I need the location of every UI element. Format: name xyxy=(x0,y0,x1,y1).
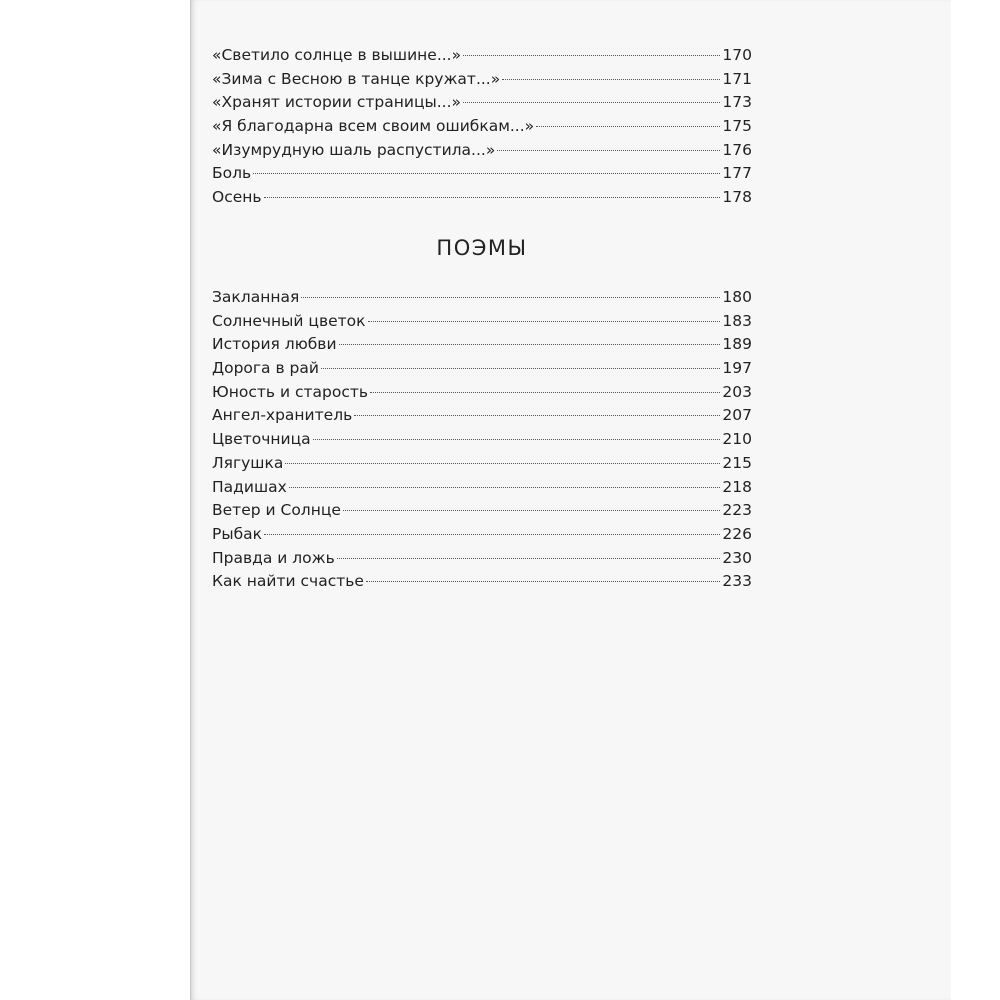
toc-entry-title: Правда и ложь xyxy=(212,548,335,567)
toc-leader-dots xyxy=(253,173,720,174)
toc-entry-page: 223 xyxy=(722,501,752,520)
toc-leader-dots xyxy=(368,321,721,322)
toc-entry xyxy=(212,570,752,594)
toc-entry-page: 173 xyxy=(722,93,752,112)
toc-entry-page: 170 xyxy=(722,46,752,64)
toc-leader-dots xyxy=(313,439,721,440)
toc-list-poems xyxy=(212,286,752,594)
toc-leader-dots xyxy=(337,558,721,559)
toc-entry xyxy=(212,139,752,163)
toc-entry xyxy=(212,428,752,452)
toc-entry-page: 175 xyxy=(722,117,752,136)
toc-entry xyxy=(212,357,752,381)
toc-entry-page: 176 xyxy=(722,140,752,159)
toc-entry-page: 183 xyxy=(722,311,752,330)
toc-entry-page: 178 xyxy=(722,188,752,207)
toc-leader-dots xyxy=(536,126,720,127)
toc-entry xyxy=(212,310,752,334)
toc-entry xyxy=(212,404,752,428)
toc-leader-dots xyxy=(264,197,721,198)
toc-entry xyxy=(212,68,752,92)
toc-entry-title: Как найти счастье xyxy=(212,572,364,591)
toc-entry xyxy=(212,44,752,68)
toc-entry xyxy=(212,523,752,547)
toc-leader-dots xyxy=(463,102,720,103)
toc-entry-title: «Хранят истории страницы...» xyxy=(212,93,462,112)
toc-entry-page: 207 xyxy=(722,406,752,425)
toc-entry xyxy=(212,286,752,310)
toc-entry-title: Рыбак xyxy=(212,524,263,543)
toc-entry-title: История любви xyxy=(212,335,337,354)
toc-entry-title: Боль xyxy=(212,164,252,183)
section-heading: ПОЭМЫ xyxy=(436,236,528,260)
toc-entry-page: 218 xyxy=(722,477,752,496)
toc-entry-page: 215 xyxy=(722,453,752,472)
toc-leader-dots xyxy=(497,150,720,151)
toc-entry-page: 230 xyxy=(722,548,752,567)
toc-entry-title: Солнечный цветок xyxy=(212,311,366,330)
toc-entry-title: «Изумрудную шаль распустила...» xyxy=(212,140,496,159)
toc-entry xyxy=(212,162,752,186)
toc-leader-dots xyxy=(366,581,720,582)
toc-entry xyxy=(212,381,752,405)
toc-entry-title: Ветер и Солнце xyxy=(212,501,341,520)
toc-entry-page: 197 xyxy=(722,359,752,378)
toc-entry xyxy=(212,91,752,115)
toc-entry-title: Дорога в рай xyxy=(212,359,319,378)
toc-entry xyxy=(212,547,752,571)
toc-entry xyxy=(212,476,752,500)
toc-entry xyxy=(212,115,752,139)
toc-leader-dots xyxy=(339,344,721,345)
toc-entry-title: Закланная xyxy=(212,288,300,306)
toc-leader-dots xyxy=(264,534,720,535)
toc-entry xyxy=(212,186,752,210)
toc-leader-dots xyxy=(370,392,720,393)
toc-entry-title: «Светило солнце в вышине...» xyxy=(212,46,462,64)
toc-entry-title: «Зима с Весною в танце кружат...» xyxy=(212,69,501,88)
toc-entry-title: Юность и старость xyxy=(212,382,369,401)
toc-leader-dots xyxy=(463,55,720,56)
toc-entry-page: 233 xyxy=(722,572,752,591)
toc-entry xyxy=(212,499,752,523)
toc-entry-title: Падишах xyxy=(212,477,287,496)
toc-entry-page: 203 xyxy=(722,382,752,401)
toc-entry-page: 189 xyxy=(722,335,752,354)
toc-entry xyxy=(212,333,752,357)
toc-entry-title: «Я благодарна всем своим ошибкам...» xyxy=(212,117,535,136)
toc-leader-dots xyxy=(285,463,720,464)
toc-leader-dots xyxy=(354,415,720,416)
toc-entry-page: 180 xyxy=(722,288,752,306)
toc-leader-dots xyxy=(343,510,720,511)
toc-entry-title: Цветочница xyxy=(212,430,311,449)
toc-entry-title: Ангел-хранитель xyxy=(212,406,353,425)
toc-entry-page: 177 xyxy=(722,164,752,183)
toc-entry xyxy=(212,452,752,476)
toc-leader-dots xyxy=(289,487,721,488)
toc-entry-page: 210 xyxy=(722,430,752,449)
toc-list-continued xyxy=(212,44,752,210)
toc-leader-dots xyxy=(321,368,720,369)
toc-entry-page: 171 xyxy=(722,69,752,88)
toc-entry-title: Лягушка xyxy=(212,453,284,472)
toc-leader-dots xyxy=(301,297,720,298)
toc-entry-title: Осень xyxy=(212,188,262,207)
toc-entry-page: 226 xyxy=(722,524,752,543)
toc-leader-dots xyxy=(502,79,720,80)
